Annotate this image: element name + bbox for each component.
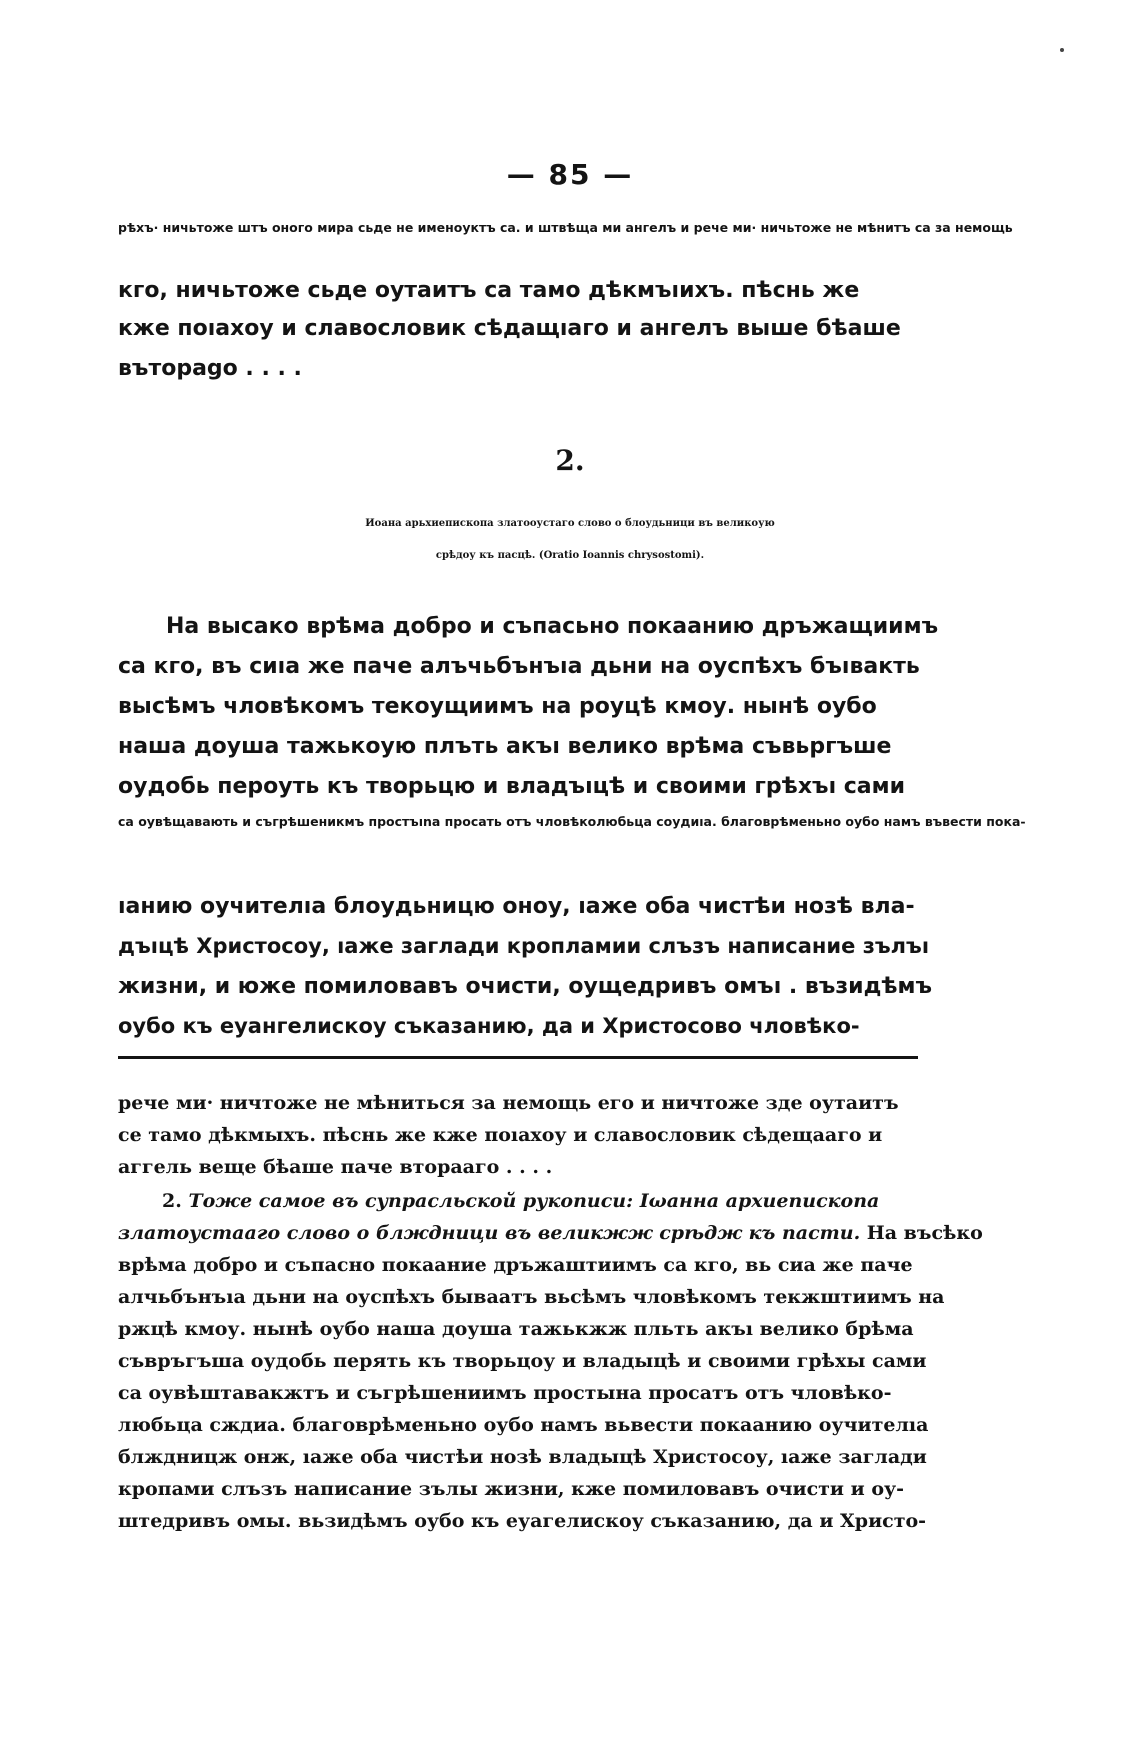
section-title-line: срѣдоу къ пасцѣ. (Oratio Ioannis chrysostomi).	[435, 550, 705, 561]
main-text-line: са оувѣщавають и съгрѣшеникмъ простъına просать отъ чловѣколюбьца соудиıа. благоврѣменьно оубо намъ въвести пока-	[118, 814, 1026, 829]
footnote-divider	[118, 1056, 918, 1059]
footnote-2-italic: Тоже самое въ супрасльской рукописи: Iωанна архиепископа	[188, 1190, 880, 1212]
top-passage-line: кго, ничьтоже сьде оутаитъ са тамо дѣкмъıихъ. пѣснь же	[118, 278, 860, 303]
footnote-line: блждницж онж, ıаже оба чистѣи нозѣ владыцѣ Христосоу, ıаже заглади	[118, 1446, 927, 1468]
footnote-line: врѣма добро и съпасно покаание дръжаштиимъ са кго, вь сиа же паче	[118, 1254, 913, 1276]
footnote-line: рече ми· ничтоже не мѣниться за немощь его и ничтоже зде оутаитъ	[118, 1092, 899, 1114]
main-text-line: са кго, въ сиıа же паче алъчьбънъıа дьни на оуспѣхъ бъıвакть	[118, 654, 920, 679]
speck-mark	[1060, 48, 1064, 52]
footnote-line: кропами слъзъ написание зълы жизни, кже помиловавъ очисти и оу-	[118, 1478, 905, 1500]
main-text-line: дъıцѣ Христосоу, ıаже заглади кропламии слъзъ написание зълъı	[118, 934, 930, 958]
footnote-line: ржцѣ кмоу. нынѣ оубо наша доуша тажькжж пльть акъı велико брѣма	[118, 1318, 914, 1340]
footnote-2-italic: златоустааго слово о блждници въ великжж срѣдж къ пасти.	[118, 1222, 861, 1244]
top-passage-line: кже поıахоу и славословик сѣдащıаго и ангелъ выше бѣаше	[118, 316, 901, 341]
footnote-line: са оувѣштавакжтъ и съгрѣшениимъ простына просатъ отъ чловѣко-	[118, 1382, 892, 1404]
section-title-line: Иоана арьхиепископа златооустаго слово о блоудьници въ великоую	[365, 518, 775, 529]
main-text-line: жизни, и юже помиловавъ очисти, оущедривъ омъı . възидѣмъ	[118, 974, 933, 999]
footnote-line: любьца сждиа. благоврѣменьно оубо намъ вьвести покаанию оучителıа	[118, 1414, 929, 1436]
main-text-line: ıанию оучителıа блоудьницю оноу, ıаже оба чистѣи нозѣ вла-	[118, 894, 915, 919]
main-text-line: На высако врѣма добро и съпасьно покаанию дръжащиимъ	[166, 614, 939, 639]
footnote-line: штедривъ омы. вьзидѣмъ оубо къ еуагелискоу съказанию, да и Христо-	[118, 1510, 927, 1532]
footnote-2-number: 2.	[162, 1190, 182, 1212]
footnote-line: се тамо дѣкмыхъ. пѣснь же кже поıахоу и славословик сѣдещаaго и	[118, 1124, 883, 1146]
main-text-line: оубо къ еуангелискоу съказанию, да и Христосово чловѣко-	[118, 1014, 860, 1038]
page-number: — 85 —	[506, 158, 634, 191]
top-passage-line: въторago . . . .	[118, 356, 302, 381]
footnote-2-text: На въсѣко	[860, 1222, 983, 1244]
main-text-line: оудобь пероуть къ творьцю и владъıцѣ и своими грѣхъı сами	[118, 774, 906, 799]
footnote-2-line	[118, 1222, 983, 1244]
main-text-line: наша доуша тажькоую плъть акъı велико врѣма съвьргъше	[118, 734, 892, 759]
main-text-line: высѣмъ чловѣкомъ текоущиимъ на роуцѣ кмоу. нынѣ оубо	[118, 694, 877, 719]
top-passage-line: рѣхъ· ничьтоже штъ оного мира сьде не именоуктъ са. и штвѣща ми ангелъ и рече ми· ничьтоже не мѣнитъ са за немощь	[118, 220, 1013, 235]
footnote-line: съвръгъша оудобь перять къ творьцоу и владыцѣ и своими грѣхы сами	[118, 1350, 927, 1372]
section-number: 2.	[555, 444, 585, 477]
footnote-line: аггель веще бѣаше паче втораагo . . . .	[118, 1156, 553, 1178]
footnote-2-line	[162, 1190, 879, 1212]
footnote-line: алчьбънъıа дьни на оуспѣхъ бываатъ вьсѣмъ чловѣкомъ текжштиимъ на	[118, 1286, 945, 1308]
